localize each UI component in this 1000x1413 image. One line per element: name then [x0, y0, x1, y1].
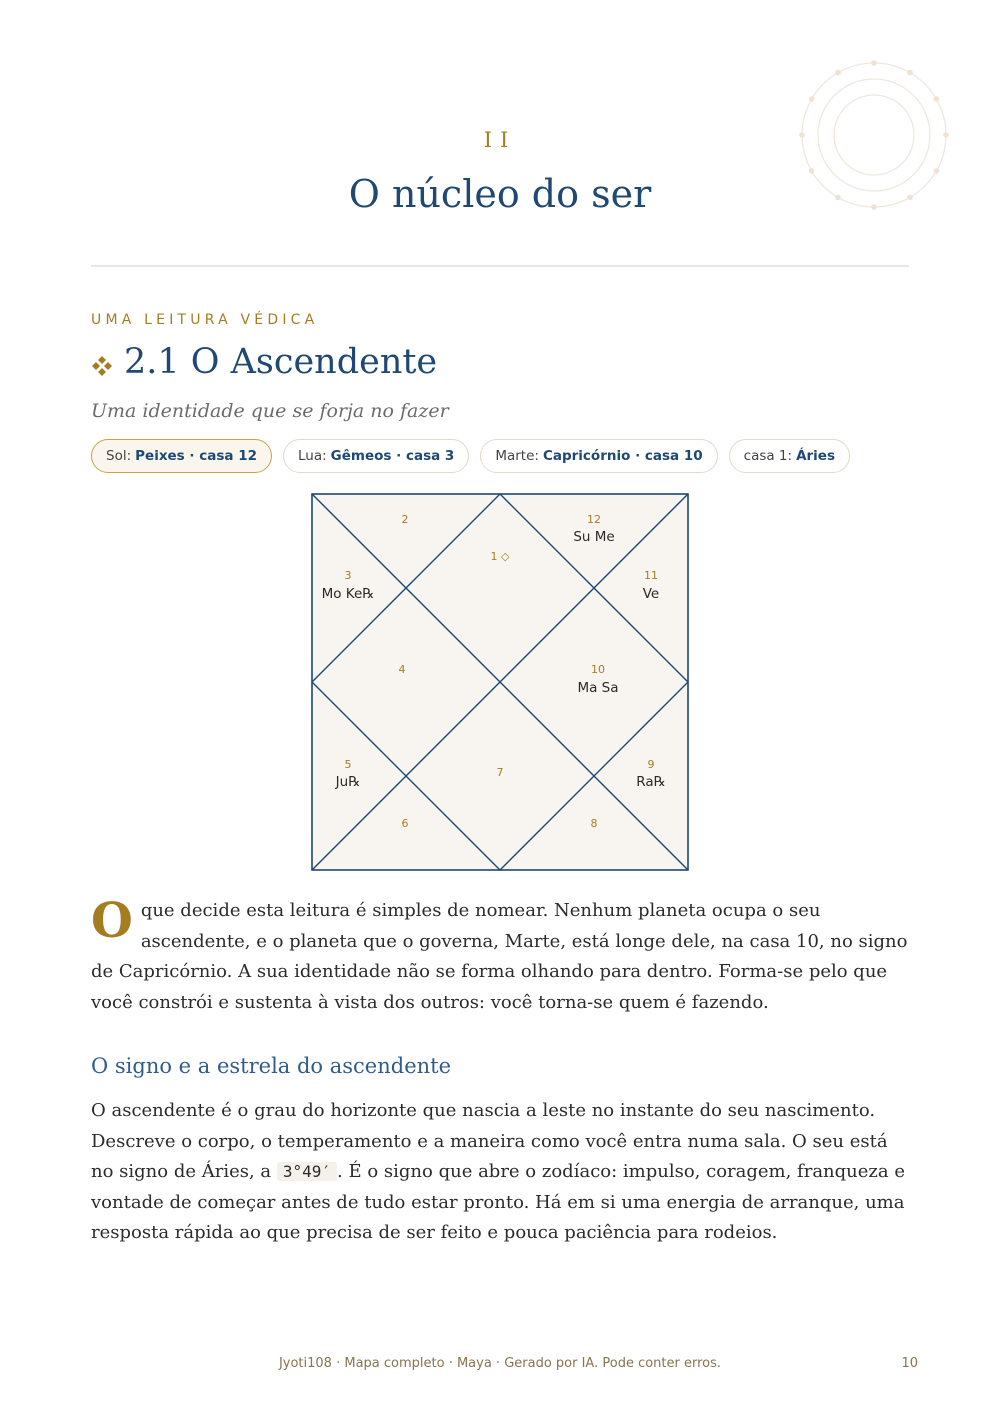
house-2-number: 2 [401, 513, 409, 526]
pill-value: Áries [796, 448, 836, 464]
north-indian-birth-chart [310, 492, 690, 872]
house-7-number: 7 [496, 766, 504, 779]
house-5-planets: Ju℞ [335, 774, 361, 790]
section-title-text: 2.1 O Ascendente [124, 342, 438, 382]
pill-house-1 [729, 439, 850, 473]
chapter-divider [91, 265, 909, 267]
pill-value: Capricórnio · casa 10 [542, 448, 703, 464]
ascendant-text-end: . É o signo que abre o zodíaco: impulso, coragem, franqueza e vontade de começar antes de tudo estar pronto. Há em si uma energia de arranque, uma resposta rápida ao que precisa de ser feito e pouca paciência para rodeios. [91, 1161, 905, 1244]
intro-text: que decide esta leitura é simples de nomear. Nenhum planeta ocupa o seu ascendente, e o planeta que o governa, Marte, está longe dele, na casa 10, no signo de Capricórnio. A sua identidade não se forma olhando para dentro. Forma-se pelo que você constrói e sustenta à vista dos outros: você torna-se quem é fazendo. [91, 900, 908, 1013]
pill-moon [283, 439, 469, 473]
subsection-heading: O signo e a estrela do ascendente [91, 1054, 452, 1078]
house-5-number: 5 [344, 758, 352, 771]
house-3-number: 3 [344, 569, 352, 582]
section-subtitle: Uma identidade que se forja no fazer [91, 400, 449, 422]
house-10-number: 10 [591, 663, 605, 676]
house-1-number: 1 ◇ [490, 550, 510, 563]
pill-label: casa 1: [743, 448, 793, 464]
drop-cap: O [91, 893, 133, 949]
footer-text: Jyoti108 · Mapa completo · Maya · Gerado por IA. Pode conter erros. [278, 1356, 722, 1371]
pill-label: Sol: [106, 448, 132, 464]
placement-pills [91, 439, 850, 473]
pill-label: Marte: [495, 448, 539, 464]
house-11-planets: Ve [642, 586, 660, 602]
pill-label: Lua: [298, 448, 327, 464]
house-10-planets: Ma Sa [577, 680, 619, 696]
pill-value: Gêmeos · casa 3 [330, 448, 455, 464]
diamond-cluster-icon [91, 355, 113, 377]
house-11-number: 11 [644, 569, 658, 582]
section-title [91, 342, 437, 382]
house-9-number: 9 [647, 758, 655, 771]
house-9-planets: Ra℞ [636, 774, 666, 790]
pill-mars [480, 439, 717, 473]
house-4-number: 4 [398, 663, 406, 676]
chapter-title: O núcleo do ser [348, 172, 652, 216]
chapter-number: II [483, 128, 517, 152]
house-8-number: 8 [590, 817, 598, 830]
house-12-planets: Su Me [573, 529, 615, 545]
page-number: 10 [901, 1356, 918, 1371]
pill-sun [91, 439, 272, 473]
house-12-number: 12 [587, 513, 601, 526]
house-3-planets: Mo Ke℞ [321, 586, 375, 602]
ascendant-degree: 3°49′ [277, 1162, 337, 1181]
ascendant-paragraph [91, 1096, 909, 1249]
intro-paragraph [91, 893, 909, 1018]
ascendant-text-start: O ascendente é o grau do horizonte que nascia a leste no instante do seu nascimento. Descreve o corpo, o temperamento e a maneira como você entra numa sala. O seu está no signo de Áries, a [91, 1100, 888, 1183]
section-eyebrow: UMA LEITURA VÉDICA [91, 312, 319, 328]
pill-value: Peixes · casa 12 [135, 448, 257, 464]
house-6-number: 6 [401, 817, 409, 830]
